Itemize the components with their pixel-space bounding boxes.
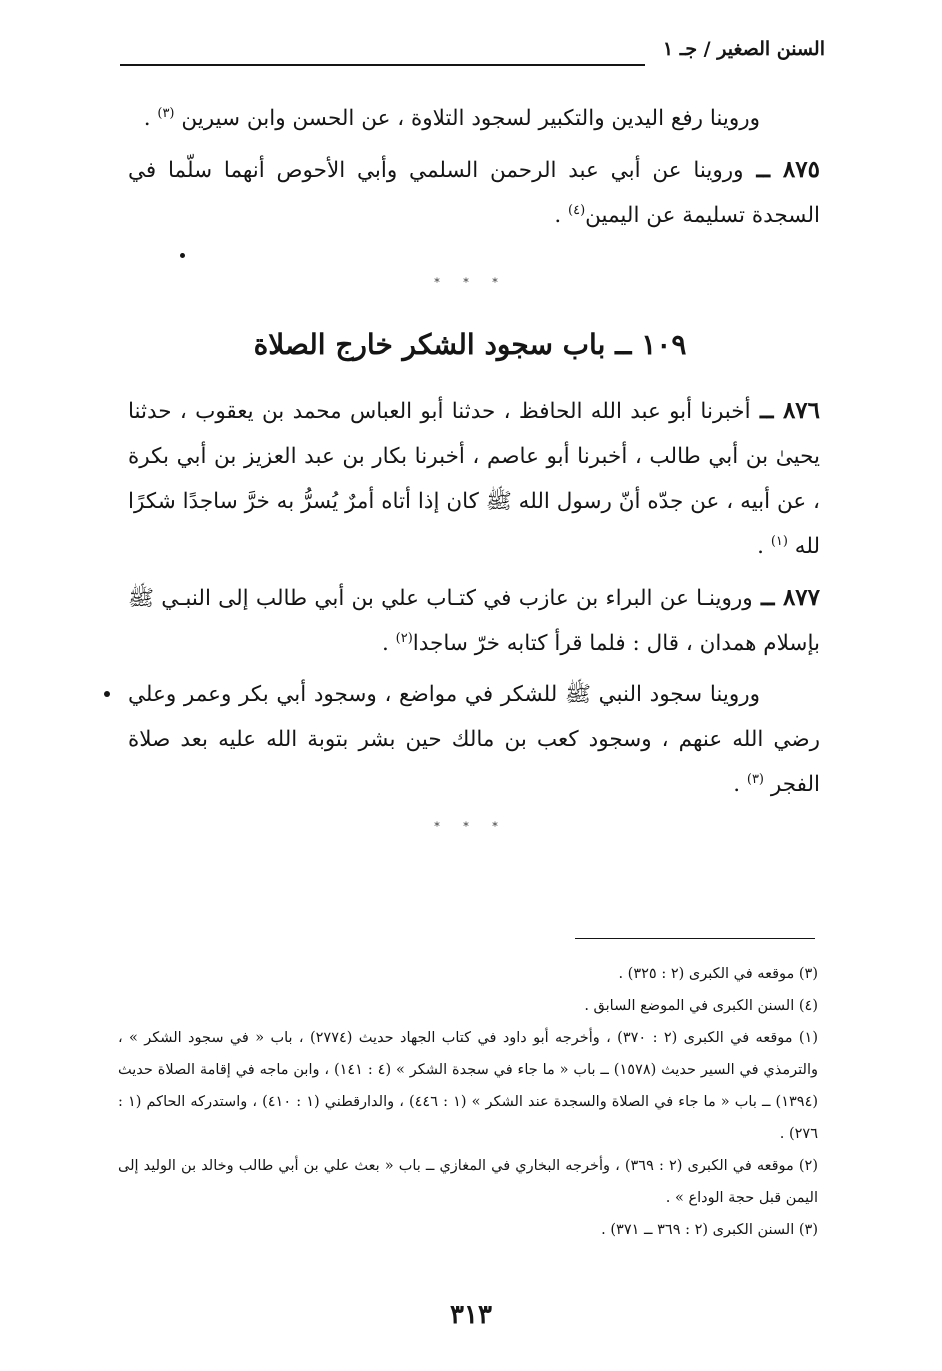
footnote-rule <box>575 938 815 939</box>
paragraph-877: ٨٧٧ ــ وروينـا عن البراء بن عازب في كتـاب علي بن أبي طالب إلى النبـي ﷺ بإسلام همدان ، قال : فلما قرأ كتابه خرّ ساجدا$^{(٢)}$ . <box>128 584 821 656</box>
running-header-title: السنن الصغير / جـ ١ <box>662 38 825 60</box>
paragraph-sujud-shukr: وروينا سجود النبي ﷺ للشكر في مواضع ، وسجود أبي بكر وعمر وعلي رضي الله عنهم ، وسجود كعب بن مالك حين بشر بتوبة الله عليه بعد صلاة الفجر $^{(٣)}$ . <box>128 682 820 797</box>
section-1 <box>128 96 820 238</box>
section-separator: * * * <box>434 276 508 289</box>
footnote-ref: (٣) <box>746 771 764 787</box>
footnote-ref: (٢) <box>395 630 413 646</box>
footnote-ref: (٤) <box>568 202 586 218</box>
hadith-number-877: ٨٧٧ ــ <box>752 584 821 611</box>
chapter-heading: ١٠٩ ــ باب سجود الشكر خارج الصلاة <box>253 328 687 361</box>
footnote: (١) موقعه في الكبرى (٢ : ٣٧٠) ، وأخرجه أبو داود في كتاب الجهاد حديث (٢٧٧٤) ، باب « في سجود الشكر » ، والترمذي في السير حديث (١٥٧٨) ــ باب « ما جاء في سجدة الشكر » (٤ : ١٤١) ، وابن ماجه في إقامة الصلاة حديث (١٣٩٤) ــ باب « ما جاء في الصلاة والسجدة عند الشكر » (١ : ٤٤٦) ، والدارقطني (١ : ٤١٠) ، واستدركه الحاكم (١ : ٢٧٦) . <box>118 1030 819 1142</box>
paragraph-876: ٨٧٦ ــ أخبرنا أبو عبد الله الحافظ ، حدثنا أبو العباس محمد بن يعقوب ، حدثنا يحيىٰ بن أبي طالب ، أخبرنا أبو عاصم ، أخبرنا بكار بن عبد العزيز بن أبي بكرة ، عن أبيه ، عن جدّه أنّ رسول الله ﷺ كان إذا أتاه أمرٌ يُسرُّ به خرَّ ساجدًا شكرًا لله $^{(١)}$ . <box>128 397 820 559</box>
paragraph-875: ٨٧٥ ــ وروينا عن أبي عبد الرحمن السلمي وأبي الأحوص أنهما سلّما في السجدة تسليمة عن اليمين$^{(٤)}$ . <box>128 156 820 228</box>
margin-bullet <box>104 691 110 697</box>
footnote: (٤) السنن الكبرى في الموضع السابق . <box>584 998 818 1014</box>
header-rule <box>120 64 645 66</box>
hadith-number-875: ٨٧٥ ــ <box>743 156 820 183</box>
footnote: (٣) السنن الكبرى (٢ : ٣٦٩ ــ ٣٧١) . <box>601 1222 818 1238</box>
section-separator: * * * <box>434 820 508 833</box>
running-header <box>120 28 825 76</box>
page-number: ٣١٣ <box>450 1300 492 1330</box>
paragraph-rafa-yadain: وروينا رفع اليدين والتكبير لسجود التلاوة ، عن الحسن وابن سيرين $^{(٣)}$ . <box>143 105 760 131</box>
footnote: (٣) موقعه في الكبرى (٢ : ٣٢٥) . <box>618 966 818 982</box>
footnote-ref: (١) <box>770 533 788 549</box>
footnote: (٢) موقعه في الكبرى (٢ : ٣٦٩) ، وأخرجه البخاري في المغازي ــ باب « بعث علي بن أبي طالب وخالد بن الوليد إلى اليمن قبل حجة الوداع » . <box>118 1158 819 1206</box>
footnote-ref: (٣) <box>157 105 175 121</box>
footnotes <box>118 958 818 1246</box>
stray-dot <box>180 253 185 258</box>
section-2 <box>128 388 820 807</box>
hadith-number-876: ٨٧٦ ــ <box>750 397 820 424</box>
